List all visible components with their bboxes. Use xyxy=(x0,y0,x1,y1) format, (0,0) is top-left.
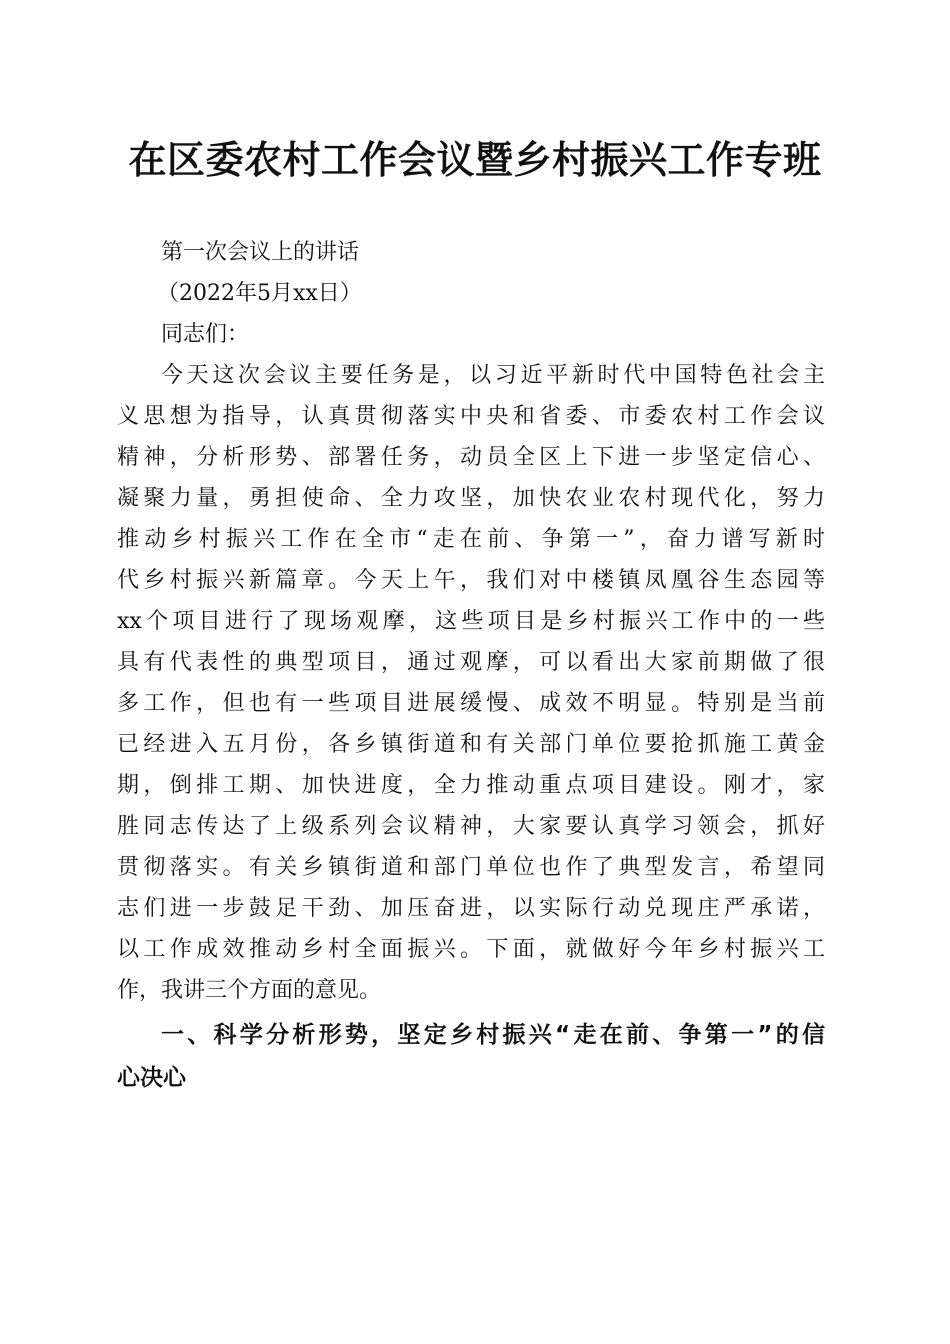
document-date: （2022年5月xx日） xyxy=(157,281,362,306)
document-title: 在区委农村工作会议暨乡村振兴工作专班 xyxy=(128,137,822,182)
paragraph-line: 推动乡村振兴工作在全市“走在前、争第一”，奋力谱写新时 xyxy=(117,527,825,552)
document-subtitle: 第一次会议上的讲话 xyxy=(161,240,360,265)
paragraph-line: 以工作成效推动乡村全面振兴。下面，就做好今年乡村振兴工 xyxy=(117,937,825,962)
section-heading-line: 一、科学分析形势，坚定乡村振兴“走在前、争第一”的信 xyxy=(161,1022,825,1048)
opening-paragraph xyxy=(117,355,825,1011)
section-heading xyxy=(117,1014,825,1100)
paragraph-line: 今天这次会议主要任务是，以习近平新时代中国特色社会主 xyxy=(161,363,825,388)
section-heading-line: 心决心 xyxy=(117,1065,186,1091)
paragraph-line: xx个项目进行了现场观摩，这些项目是乡村振兴工作中的一些 xyxy=(117,609,825,634)
paragraph-line: 期，倒排工期、加快进度，全力推动重点项目建设。刚才，家 xyxy=(117,773,825,798)
paragraph-line: 志们进一步鼓足干劲、加压奋进，以实际行动兑现庄严承诺， xyxy=(117,896,825,921)
paragraph-line: 多工作，但也有一些项目进展缓慢、成效不明显。特别是当前 xyxy=(117,691,825,716)
paragraph-line: 精神，分析形势、部署任务，动员全区上下进一步坚定信心、 xyxy=(117,445,825,470)
paragraph-line: 代乡村振兴新篇章。今天上午，我们对中楼镇凤凰谷生态园等 xyxy=(117,568,825,593)
paragraph-line: 作，我讲三个方面的意见。 xyxy=(117,978,382,1003)
paragraph-line: 胜同志传达了上级系列会议精神，大家要认真学习领会，抓好 xyxy=(117,814,825,839)
paragraph-line: 义思想为指导，认真贯彻落实中央和省委、市委农村工作会议 xyxy=(117,404,825,429)
paragraph-line: 已经进入五月份，各乡镇街道和有关部门单位要抢抓施工黄金 xyxy=(117,732,825,757)
paragraph-line: 贯彻落实。有关乡镇街道和部门单位也作了典型发言，希望同 xyxy=(117,855,825,880)
paragraph-line: 凝聚力量，勇担使命、全力攻坚，加快农业农村现代化，努力 xyxy=(117,486,825,511)
salutation: 同志们： xyxy=(161,322,250,347)
document-body xyxy=(117,232,825,1100)
paragraph-line: 具有代表性的典型项目，通过观摩，可以看出大家前期做了很 xyxy=(117,650,825,675)
